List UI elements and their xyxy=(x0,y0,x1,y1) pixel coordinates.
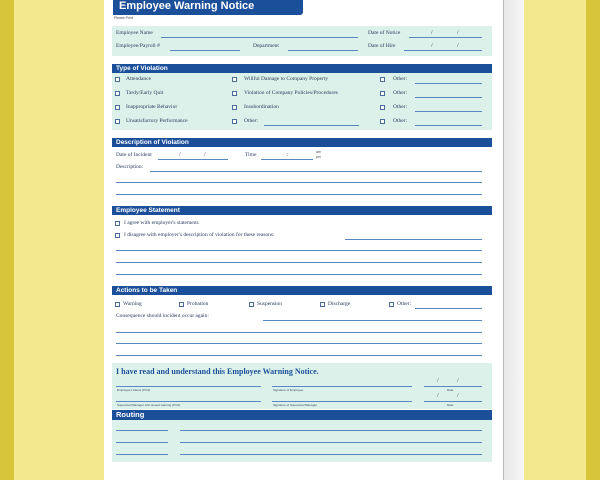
department-field[interactable] xyxy=(288,50,358,51)
willful-damage-checkbox[interactable] xyxy=(232,77,237,82)
description-header xyxy=(112,138,492,147)
disagree-label: I disagree with employer's description of violation for these reasons: xyxy=(124,232,275,238)
other-action-field[interactable] xyxy=(415,308,482,309)
acknowledgment-text: I have read and understand this Employee Warning Notice. xyxy=(116,367,319,376)
violation-label: Other: xyxy=(244,118,259,124)
statement-line[interactable] xyxy=(116,262,482,263)
other-field[interactable] xyxy=(415,83,482,84)
discharge-checkbox[interactable] xyxy=(320,302,325,307)
date-of-hire-field[interactable] xyxy=(404,50,482,51)
employee-signature-line[interactable] xyxy=(272,386,412,387)
paper-shadow xyxy=(504,0,524,480)
other-checkbox[interactable] xyxy=(380,105,385,110)
action-label: Warning xyxy=(123,301,142,307)
date-slash: / xyxy=(457,393,459,399)
violation-label: Other: xyxy=(393,76,408,82)
other-action-checkbox[interactable] xyxy=(389,302,394,307)
date-slash: / xyxy=(437,378,439,384)
routing-line[interactable] xyxy=(180,454,482,455)
routing-line[interactable] xyxy=(116,430,168,431)
date-line[interactable] xyxy=(424,386,482,387)
sig-caption: Employee's Name (Print) xyxy=(117,388,151,392)
time-colon: : xyxy=(287,152,289,158)
date-slash: / xyxy=(457,43,459,49)
statement-line[interactable] xyxy=(116,250,482,251)
other-checkbox[interactable] xyxy=(380,77,385,82)
date-of-incident-label: Date of Incident xyxy=(116,152,152,158)
description-label: Description: xyxy=(116,164,144,170)
sig-caption: Date xyxy=(447,388,454,392)
type-of-violation-header xyxy=(112,64,492,73)
unsatisfactory-performance-checkbox[interactable] xyxy=(115,119,120,124)
attendance-checkbox[interactable] xyxy=(115,77,120,82)
action-label: Probation xyxy=(187,301,209,307)
date-slash: / xyxy=(437,393,439,399)
violation-label: Other: xyxy=(393,90,408,96)
date-slash: / xyxy=(457,378,459,384)
policy-violation-checkbox[interactable] xyxy=(232,91,237,96)
form-paper xyxy=(104,0,504,480)
other-field[interactable] xyxy=(415,97,482,98)
routing-line[interactable] xyxy=(116,442,168,443)
description-line[interactable] xyxy=(116,182,482,183)
section-title: Actions to be Taken xyxy=(116,287,178,294)
violation-label: Tardy/Early Quit xyxy=(126,90,164,96)
insubordination-checkbox[interactable] xyxy=(232,105,237,110)
action-label: Other: xyxy=(397,301,412,307)
other-checkbox[interactable] xyxy=(380,119,385,124)
routing-line[interactable] xyxy=(180,430,482,431)
employee-statement-header xyxy=(112,206,492,215)
actions-header xyxy=(112,286,492,295)
statement-line[interactable] xyxy=(345,239,482,240)
violation-label: Attendance xyxy=(126,76,152,82)
am-label: am xyxy=(316,150,321,154)
date-slash: / xyxy=(431,30,433,36)
please-print-note: Please Print xyxy=(114,16,133,20)
consequence-line[interactable] xyxy=(116,355,482,356)
pm-label: pm xyxy=(316,155,321,159)
sig-caption: Signature of Supervisor/Manager xyxy=(273,403,318,407)
routing-header xyxy=(112,410,492,420)
section-title: Routing xyxy=(116,410,145,419)
time-field[interactable] xyxy=(261,159,313,160)
employee-name-print-line[interactable] xyxy=(116,386,261,387)
violation-label: Violation of Company Policies/Procedures xyxy=(244,90,338,96)
action-label: Discharge xyxy=(328,301,351,307)
date-slash: / xyxy=(457,30,459,36)
consequence-line[interactable] xyxy=(263,320,482,321)
date-of-incident-field[interactable] xyxy=(158,159,228,160)
section-title: Description of Violation xyxy=(116,139,189,146)
violation-label: Other: xyxy=(393,118,408,124)
employee-payroll-field[interactable] xyxy=(170,50,240,51)
violation-label: Inappropriate Behavior xyxy=(126,104,178,110)
employee-name-field[interactable] xyxy=(161,37,358,38)
other-field[interactable] xyxy=(415,111,482,112)
other-checkbox[interactable] xyxy=(380,91,385,96)
suspension-checkbox[interactable] xyxy=(249,302,254,307)
employee-payroll-label: Employee/Payroll # xyxy=(116,43,160,49)
violation-label: Other: xyxy=(393,104,408,110)
routing-band xyxy=(112,420,492,462)
description-line[interactable] xyxy=(150,171,482,172)
date-of-notice-label: Date of Notice xyxy=(368,30,401,36)
probation-checkbox[interactable] xyxy=(179,302,184,307)
date-of-notice-field[interactable] xyxy=(409,37,482,38)
date-line[interactable] xyxy=(424,401,482,402)
date-slash: / xyxy=(179,152,181,158)
tardy-checkbox[interactable] xyxy=(115,91,120,96)
disagree-checkbox[interactable] xyxy=(115,233,120,238)
consequence-line[interactable] xyxy=(116,332,482,333)
violation-label: Insubordination xyxy=(244,104,279,110)
form-title: Employee Warning Notice xyxy=(113,0,303,15)
consequence-label: Consequence should incident occur again: xyxy=(116,313,209,319)
routing-line[interactable] xyxy=(116,454,168,455)
top-fields-band xyxy=(112,26,492,56)
date-slash: / xyxy=(431,43,433,49)
description-line[interactable] xyxy=(116,194,482,195)
date-slash: / xyxy=(204,152,206,158)
supervisor-signature-line[interactable] xyxy=(272,401,412,402)
action-label: Suspension xyxy=(257,301,283,307)
date-of-hire-label: Date of Hire xyxy=(368,43,396,49)
consequence-line[interactable] xyxy=(116,343,482,344)
statement-line[interactable] xyxy=(116,274,482,275)
agree-checkbox[interactable] xyxy=(115,221,120,226)
section-title: Employee Statement xyxy=(116,207,180,214)
warning-checkbox[interactable] xyxy=(115,302,120,307)
agree-label: I agree with employer's statement. xyxy=(124,220,200,226)
violation-label: Unsatisfactory Performance xyxy=(126,118,188,124)
section-title: Type of Violation xyxy=(116,65,168,72)
sig-caption: Date xyxy=(447,403,454,407)
sig-caption: Supervisor/Manager who issued warning (Print) xyxy=(117,403,181,407)
department-label: Department xyxy=(253,43,279,49)
violation-label: Willful Damage to Company Property xyxy=(244,76,329,82)
routing-line[interactable] xyxy=(180,442,482,443)
employee-name-label: Employee Name xyxy=(116,30,153,36)
time-label: Time xyxy=(245,152,257,158)
other-field[interactable] xyxy=(264,125,359,126)
supervisor-name-line[interactable] xyxy=(116,401,261,402)
other-field[interactable] xyxy=(415,125,482,126)
sig-caption: Signature of Employee xyxy=(273,388,304,392)
other-checkbox[interactable] xyxy=(232,119,237,124)
inappropriate-behavior-checkbox[interactable] xyxy=(115,105,120,110)
